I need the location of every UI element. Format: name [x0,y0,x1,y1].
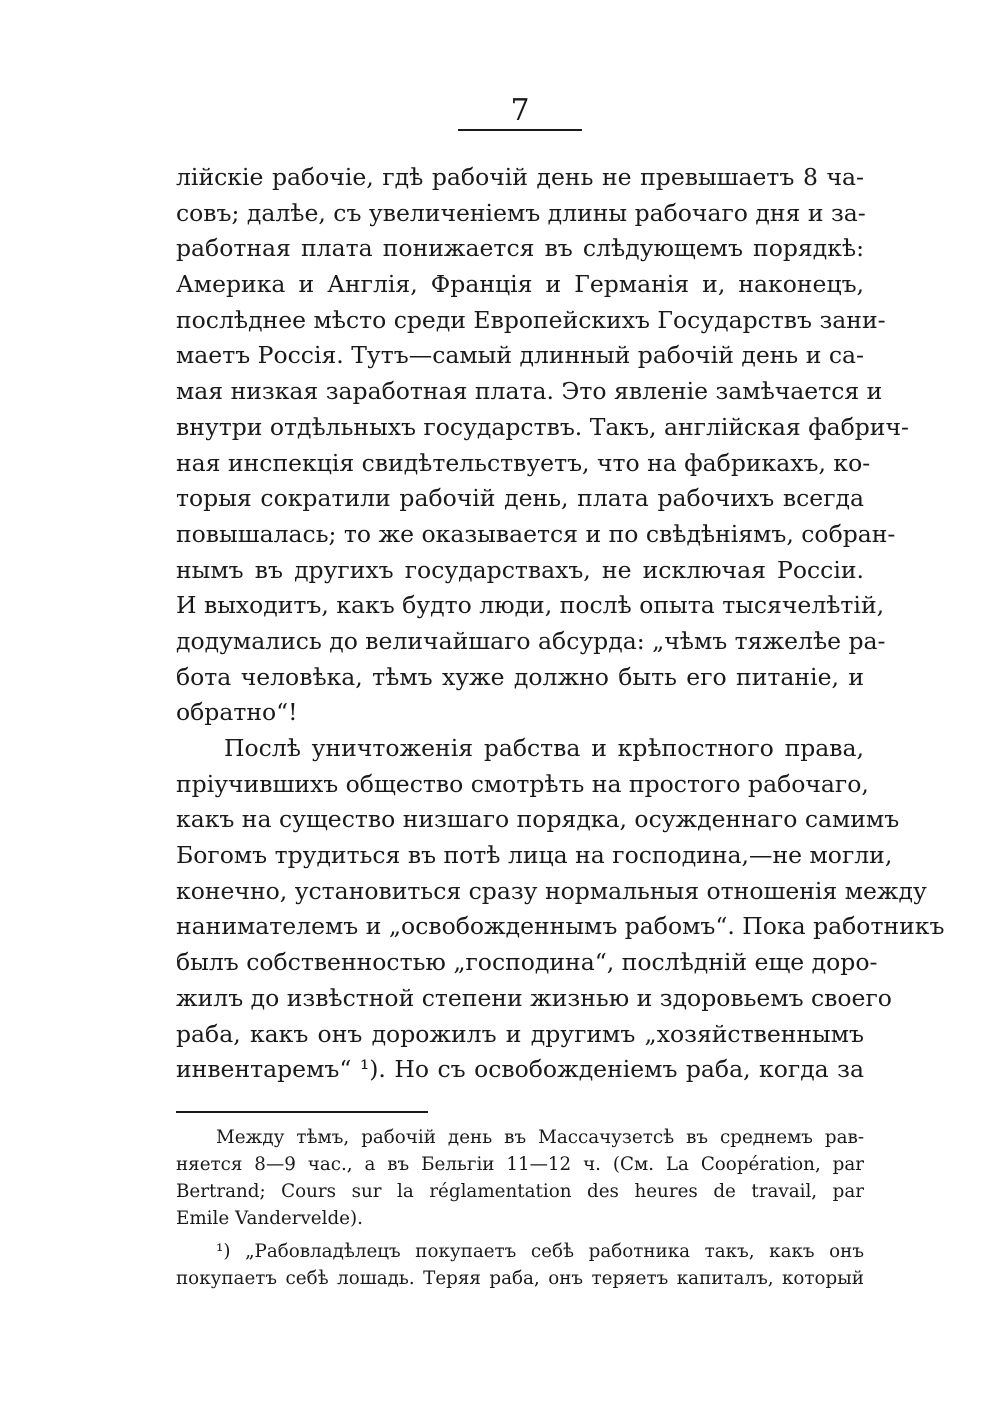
text-line: нанимателемъ и „освобожденнымъ рабомъ“. Пока работникъ [176,912,945,941]
page-number: 7 [510,93,530,128]
text-line: работная плата понижается въ слѣдующемъ порядкѣ: [176,234,864,263]
text-line: жилъ до извѣстной степени жизнью и здоровьемъ своего [176,983,892,1012]
paragraph-1 [176,160,909,731]
text-line: додумались до величайшаго абсурда: „чѣмъ тяжелѣе ра- [176,626,886,655]
text-line: внутри отдѣльныхъ государствъ. Такъ, англійская фабрич- [176,412,909,441]
text-line: Америка и Англія, Франція и Германія и, наконецъ, [176,270,864,299]
footnote-line: Bertrand; Cours sur la réglamentation des heures de travail, par [176,1181,864,1202]
footnote-line: няется 8—9 час., а въ Бельгіи 11—12 ч. (См. La Coopération, par [176,1154,864,1175]
text-line: обратно“! [176,698,298,727]
text-line: мая низкая заработная плата. Это явленіе замѣчается и [176,377,883,406]
footnote-line: ¹) „Рабовладѣлецъ покупаетъ себѣ работника такъ, какъ онъ [216,1241,864,1262]
text-line: лійскіе рабочіе, гдѣ рабочій день не превышаетъ 8 ча- [176,163,864,191]
text-line: послѣднее мѣсто среди Европейскихъ Государствъ зани- [176,305,886,334]
text-line: маетъ Россія. Тутъ—самый длинный рабочій день и са- [176,341,864,370]
text-line: повышалась; то же оказывается и по свѣдѣніямъ, собран- [176,519,896,548]
text-line: бота человѣка, тѣмъ хуже должно быть его питаніе, и [176,662,864,691]
footnote-line: покупаетъ себѣ лошадь. Теряя раба, онъ теряетъ капиталъ, который [176,1268,864,1289]
text-line: ная инспекція свидѣтельствуетъ, что на фабрикахъ, ко- [176,448,871,477]
footnote-unnumbered [176,1124,864,1232]
text-line: конечно, установиться сразу нормальныя отношенія между [176,876,927,905]
text-line: совъ; далѣе, съ увеличеніемъ длины рабочаго дня и за- [176,198,866,227]
text-line: инвентаремъ“ ¹). Но съ освобожденіемъ раба, когда за [176,1055,864,1084]
body-text [176,160,945,1088]
text-line: раба, какъ онъ дорожилъ и другимъ „хозяйственнымъ [176,1019,864,1048]
footnote-1 [176,1238,864,1292]
text-line: Послѣ уничтоженія рабства и крѣпостного права, [224,734,864,762]
footnotes [176,1124,864,1292]
text-line: пріучившихъ общество смотрѣть на простого рабочаго, [176,769,869,798]
footnote-line: Между тѣмъ, рабочій день въ Массачузетсѣ въ среднемъ рав- [216,1127,864,1148]
page-number-rule [458,129,582,131]
text-line: какъ на существо низшаго порядка, осужденнаго самимъ [176,805,900,834]
footnote-line: Emile Vandervelde). [176,1208,363,1229]
text-line: Богомъ трудиться въ потѣ лица на господина,—не могли, [176,841,893,870]
text-line: былъ собственностью „господина“, послѣдній еще доро- [176,948,878,977]
text-line: И выходитъ, какъ будто люди, послѣ опыта тысячелѣтій, [176,591,885,620]
text-line: торыя сократили рабочій день, плата рабочихъ всегда [176,484,864,513]
paragraph-2 [176,731,945,1088]
footnote-separator [176,1111,428,1113]
text-line: нымъ въ другихъ государствахъ, не исключая Россіи. [176,555,864,584]
